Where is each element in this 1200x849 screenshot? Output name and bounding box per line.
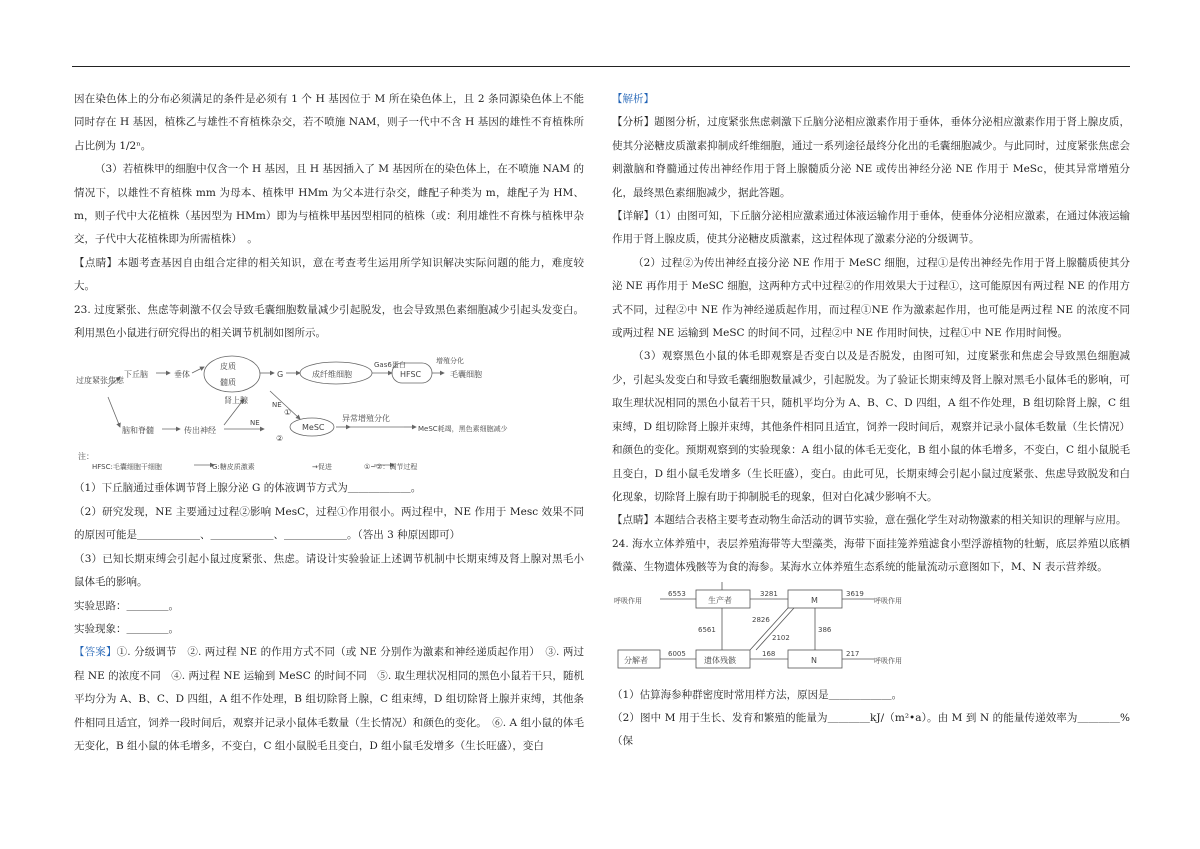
diagram-label: ② — [276, 434, 284, 444]
flow-value: 2102 — [772, 633, 790, 642]
question-24: 24. 海水立体养殖中，表层养殖海带等大型藻类，海带下面挂笼养殖滤食小型浮游植物的牡蛎，底层养殖以底栖微藻、生物遗体残骸等为食的海参。某海水立体养殖生态系统的能量流动示意图如下，M、N 表示营养级。 — [612, 537, 1130, 574]
paragraph: 因在染色体上的分布必须满足的条件是必须有 1 个 H 基因位于 M 所在染色体上，且 2 条同源染色体上不能同时存在 H 基因，植株乙与雄性不育植株杂交，若不喷施 NAM，则子一代中不含 H 基因的雄性不育植株所占比例为 1/2ⁿ。 — [74, 93, 584, 152]
diagram-label: 注： — [78, 452, 94, 462]
diagram-label: NE — [272, 401, 282, 410]
paragraph: （2）过程②为传出神经直接分泌 NE 作用于 MeSC 细胞，过程①是传出神经先作用于肾上腺髓质使其分泌 NE 再作用于 MeSC 细胞，这两种方式中过程②的作用效果大于过程①，这可能原因有两过程 NE 的作用方式不同，过程②中 NE 作为神经递质起作用，而过程①NE 作为激素起作用，也可能是两过程 NE 的浓度不同或两过程 NE 运输到 MeSC 的时间不同，过程②中 NE 作用时间快，过程①中 NE 作用时间慢。 — [612, 256, 1130, 340]
flow-value: 3281 — [760, 589, 778, 598]
header-rule — [72, 66, 1130, 67]
paragraph: 【详解】（1）由图可知，下丘脑分泌相应激素通过体液运输作用于垂体，使垂体分泌相应激素，在通过体液运输作用于肾上腺皮质，使其分泌糖皮质激素，这过程体现了激素分泌的分级调节。 — [612, 210, 1130, 246]
flow-value: 6561 — [698, 625, 716, 634]
diagram-label: 脑和脊髓 — [122, 426, 154, 436]
answer-tag: 【答案】 — [74, 646, 117, 659]
flow-node: 生产者 — [708, 595, 732, 605]
diagram-label: 增殖分化 — [436, 357, 464, 366]
left-column — [74, 88, 584, 758]
flow-value: 386 — [818, 625, 832, 634]
question: （3）已知长期束缚会引起小鼠过度紧张、焦虑。请设计实验验证上述调节机制中长期束缚及肾上腺对黑毛小鼠体毛的影响。 — [74, 552, 584, 589]
answer-block — [74, 641, 584, 758]
diagram-label: 下丘脑 — [124, 370, 148, 380]
diagram-label: HFSC:毛囊细胞干细胞 — [92, 463, 162, 472]
diagram-label: MeSC耗竭，黑色素细胞减少 — [418, 425, 508, 434]
diagram-label: 毛囊细胞 — [450, 370, 482, 380]
flow-value: 217 — [846, 649, 860, 658]
diagram-label: NE — [250, 419, 260, 428]
flow-label: 呼吸作用 — [874, 656, 902, 665]
flow-value: 3619 — [846, 589, 864, 598]
question: （2）研究发现，NE 主要通过过程②影响 MesC，过程①作用很小。两过程中，NE 作用于 Mesc 效果不同的原因可能是＿＿＿＿＿＿、＿＿＿＿＿＿、＿＿＿＿＿＿。（答出 3 种原因即可） — [74, 505, 584, 542]
flow-node: 分解者 — [624, 655, 648, 665]
diagram-label: 传出神经 — [184, 426, 216, 436]
paragraph: 【点睛】本题结合表格主要考查动物生命活动的调节实验，意在强化学生对动物激素的相关知识的理解与应用。 — [612, 514, 1127, 527]
diagram-label: 肾上腺 — [224, 396, 248, 406]
flow-label: 呼吸作用 — [874, 596, 902, 605]
diagram-label: ①~②：调节过程 — [364, 463, 418, 472]
diagram-label: HFSC — [400, 370, 422, 380]
flow-label: 呼吸作用 — [614, 596, 642, 605]
question: （2）图中 M 用于生长、发育和繁殖的能量为＿＿＿＿kJ/（m²•a）。由 M 到 N 的能量传递效率为＿＿＿＿%（保 — [612, 711, 1130, 748]
flow-value: 2826 — [752, 615, 770, 624]
diagram-label: 异常增殖分化 — [342, 414, 390, 424]
diagram-label: 髓质 — [220, 378, 236, 388]
question: （1）估算海参种群密度时常用样方法，原因是＿＿＿＿＿＿。 — [612, 688, 903, 701]
paragraph: （3）观察黑色小鼠的体毛即观察是否变白以及是否脱发，由图可知，过度紧张和焦虑会导致黑色细胞减少，引起头发变白和导致毛囊细胞数量减少，引起脱发。为了验证长期束缚及肾上腺对黑毛小鼠体毛的影响，可取生理状况相同的黑色小鼠若干只，随机平均分为 A、B、C、D 四组，A 组不作处理，B 组切除肾上腺，C 组束缚，D 组切除肾上腺并束缚，其他条件相同且适宜，饲养一段时间后，观察并记录小鼠体毛数量（生长情况）和颜色的变化。预期观察到的实验现象：A 组小鼠的体毛无变化，B 组小鼠的体毛增多，不变白，C 组小鼠脱毛且变白，D 组小鼠毛发增多（生长旺盛），变白。由此可见，长期束缚会引起小鼠过度紧张、焦虑导致脱发和白化现象，切除肾上腺有助于抑制脱毛的现象，但对白化减少影响不大。 — [612, 350, 1130, 503]
flow-value: 168 — [762, 649, 776, 658]
paragraph: 【分析】题图分析，过度紧张焦虑刺激下丘脑分泌相应激素作用于垂体，垂体分泌相应激素作用于肾上腺皮质，使其分泌糖皮质激素抑制成纤维细胞，通过一系列途径最终分化出的毛囊细胞减少。与此同时，过度紧张焦虑会刺激脑和脊髓通过传出神经作用于肾上腺髓质分泌 NE 或传出神经分泌 NE 作用于 MeSc，使其异常增殖分化，最终黑色素细胞减少，据此答题。 — [612, 116, 1130, 199]
question: （1）下丘脑通过垂体调节肾上腺分泌 G 的体液调节方式为＿＿＿＿＿＿。 — [74, 482, 422, 495]
question: 实验思路：＿＿＿＿。 — [74, 599, 179, 612]
diagram-label: 皮质 — [220, 362, 236, 372]
diagram-label: MeSC — [302, 423, 325, 433]
diagram-label: Gas6蛋白 — [374, 361, 406, 370]
flow-node: M — [811, 595, 818, 605]
paragraph: （3）若植株甲的细胞中仅含一个 H 基因，且 H 基因插入了 M 基因所在的染色体上，在不喷施 NAM 的情况下，以雄性不育植株 mm 为母本、植株甲 HMm 为父本进行杂交，雌配子种类为 m，雄配子为 HM、m，则子代中大花植株（基因型为 HMm）即为与植株甲基因型相同的植株（或：利用雄性不育株与植株甲杂交，子代中大花植株即为所需植株） 。 — [74, 163, 584, 246]
question-23: 23. 过度紧张、焦虑等刺激不仅会导致毛囊细胞数量减少引起脱发，也会导致黑色素细胞减少引起头发变白。利用黑色小鼠进行研究得出的相关调节机制如图所示。 — [74, 303, 584, 340]
flow-value: 6005 — [668, 649, 686, 658]
question: 实验现象：＿＿＿＿。 — [74, 622, 179, 635]
diagram-label: 过度紧张焦虑 — [76, 376, 124, 386]
flow-value: 6553 — [668, 589, 686, 598]
paragraph: 【点睛】本题考查基因自由组合定律的相关知识，意在考查考生运用所学知识解决实际问题的能力，难度较大。 — [74, 256, 584, 293]
right-column — [612, 88, 1130, 754]
diagram-label: →促进 — [312, 463, 332, 472]
diagram-label: 垂体 — [174, 370, 190, 380]
diagram-label: 成纤维细胞 — [312, 370, 352, 380]
flow-node: 遗体残骸 — [704, 655, 736, 665]
analysis-tag: 【解析】 — [612, 93, 654, 105]
diagram-label: G:糖皮质激素 — [212, 463, 255, 472]
regulation-diagram — [74, 347, 508, 475]
flow-node: N — [811, 655, 817, 665]
energy-flow-diagram — [612, 582, 912, 682]
diagram-label: G — [277, 370, 284, 380]
diagram-label: ① — [284, 408, 292, 418]
answer-text: ①. 分级调节 ②. 两过程 NE 的作用方式不同（或 NE 分别作为激素和神经递质起作用） ③. 两过程 NE 的浓度不同 ④. 两过程 NE 运输到 MeSC 的时间不同 ⑤. 取生理状况相同的黑色小鼠若干只，随机平均分为 A、B、C、D 四组，A 组不作处理，B 组切除肾上腺，C 组束缚，D 组切除肾上腺并束缚，其他条件相同且适宜，饲养一段时间后，观察并记录小鼠体毛数量（生长情况）和颜色的变化。 ⑥. A 组小鼠的体毛无变化，B 组小鼠的体毛增多，不变白，C 组小鼠脱毛且变白，D 组小鼠毛发增多（生长旺盛），变白 — [74, 646, 584, 752]
